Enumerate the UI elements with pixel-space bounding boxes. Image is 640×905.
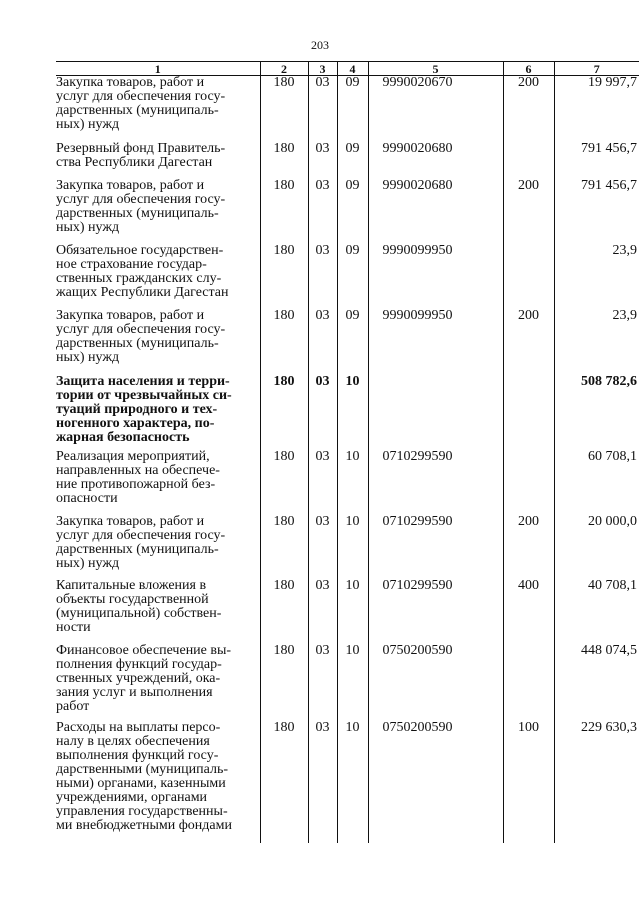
amount-value: 23,9 <box>554 309 639 375</box>
table-row <box>56 721 639 843</box>
amount-value: 791 456,7 <box>554 179 639 244</box>
section-code: 180 <box>260 179 308 244</box>
description-line: Расходы на выплаты персо- <box>56 719 221 735</box>
row-description <box>56 179 260 244</box>
target-article-code: 0750200590 <box>368 644 503 721</box>
target-article-code: 9990020680 <box>368 142 503 179</box>
row-description <box>56 644 260 721</box>
description-line: полнения функций государ- <box>56 656 222 672</box>
expense-type-code: 200 <box>503 515 554 579</box>
amount-value: 791 456,7 <box>554 142 639 179</box>
row-description <box>56 450 260 515</box>
description-line: жарная безопасность <box>56 429 190 445</box>
table-row <box>56 375 639 450</box>
row-description <box>56 244 260 309</box>
expense-type-code <box>503 450 554 515</box>
section-code: 180 <box>260 450 308 515</box>
description-line: ными) органами, казенными <box>56 775 226 791</box>
description-line: ние противопожарной без- <box>56 476 216 492</box>
row-description <box>56 76 260 142</box>
amount-value: 23,9 <box>554 244 639 309</box>
chapter-code: 03 <box>308 450 337 515</box>
column-header: 2 <box>260 62 308 76</box>
description-line: Обязательное государствен- <box>56 242 224 258</box>
chapter-code: 03 <box>308 644 337 721</box>
section-code: 180 <box>260 142 308 179</box>
row-description <box>56 515 260 579</box>
description-line: Закупка товаров, работ и <box>56 177 205 193</box>
row-description <box>56 721 260 843</box>
section-code: 180 <box>260 76 308 142</box>
row-description <box>56 579 260 644</box>
description-line: дарственных (муниципаль- <box>56 103 219 118</box>
description-line: ное страхование государ- <box>56 256 207 272</box>
target-article-code: 0710299590 <box>368 515 503 579</box>
description-line: ности <box>56 619 91 635</box>
table-row <box>56 142 639 179</box>
description-line: услуг для обеспечения госу- <box>56 89 226 104</box>
description-line: Капитальные вложения в <box>56 577 207 593</box>
chapter-code: 03 <box>308 721 337 843</box>
expense-type-code <box>503 644 554 721</box>
column-header: 5 <box>368 62 503 76</box>
table-row <box>56 644 639 721</box>
subsection-code: 10 <box>337 450 368 515</box>
expense-type-code: 200 <box>503 76 554 142</box>
column-header: 6 <box>503 62 554 76</box>
column-header: 3 <box>308 62 337 76</box>
description-line: Реализация мероприятий, <box>56 448 210 464</box>
section-code: 180 <box>260 375 308 450</box>
table-row <box>56 179 639 244</box>
amount-value: 40 708,1 <box>554 579 639 644</box>
amount-value: 229 630,3 <box>554 721 639 843</box>
description-line: дарственных (муниципаль- <box>56 335 219 351</box>
description-line: управления государственны- <box>56 803 228 819</box>
description-line: направленных на обеспече- <box>56 462 220 478</box>
subsection-code: 10 <box>337 721 368 843</box>
description-line: ственных гражданских слу- <box>56 270 222 286</box>
target-article-code: 9990020670 <box>368 76 503 142</box>
subsection-code: 10 <box>337 375 368 450</box>
description-line: объекты государственной <box>56 591 209 607</box>
subsection-code: 10 <box>337 515 368 579</box>
description-line: ных) нужд <box>56 117 120 132</box>
description-line: услуг для обеспечения госу- <box>56 191 226 207</box>
section-code: 180 <box>260 644 308 721</box>
subsection-code: 10 <box>337 644 368 721</box>
amount-value: 508 782,6 <box>554 375 639 450</box>
expense-type-code: 200 <box>503 179 554 244</box>
target-article-code: 0750200590 <box>368 721 503 843</box>
description-line: (муниципальной) собствен- <box>56 605 222 621</box>
description-line: Закупка товаров, работ и <box>56 513 205 529</box>
amount-value: 60 708,1 <box>554 450 639 515</box>
target-article-code: 0710299590 <box>368 450 503 515</box>
page-number: 203 <box>311 38 329 52</box>
description-line: жащих Республики Дагестан <box>56 284 229 300</box>
description-line: дарственных (муниципаль- <box>56 541 219 557</box>
description-line: Защита населения и терри- <box>56 373 230 389</box>
description-line: учреждениями, органами <box>56 789 208 805</box>
description-line: ных) нужд <box>56 349 120 365</box>
section-code: 180 <box>260 721 308 843</box>
description-line: опасности <box>56 490 118 506</box>
row-description <box>56 142 260 179</box>
target-article-code: 0710299590 <box>368 579 503 644</box>
table-body <box>56 76 639 843</box>
description-line: Резервный фонд Правитель- <box>56 140 226 156</box>
row-description <box>56 309 260 375</box>
column-header: 7 <box>554 62 639 76</box>
column-header: 1 <box>56 62 260 76</box>
amount-value: 20 000,0 <box>554 515 639 579</box>
expense-type-code: 400 <box>503 579 554 644</box>
description-line: услуг для обеспечения госу- <box>56 527 226 543</box>
subsection-code: 09 <box>337 76 368 142</box>
description-line: туаций природного и тех- <box>56 401 218 417</box>
description-line: тории от чрезвычайных си- <box>56 387 232 403</box>
description-line: Финансовое обеспечение вы- <box>56 642 232 658</box>
column-header: 4 <box>337 62 368 76</box>
description-line: ных) нужд <box>56 555 120 571</box>
target-article-code <box>368 375 503 450</box>
expense-type-code: 200 <box>503 309 554 375</box>
chapter-code: 03 <box>308 309 337 375</box>
chapter-code: 03 <box>308 244 337 309</box>
table-row <box>56 579 639 644</box>
subsection-code: 09 <box>337 244 368 309</box>
description-line: ногенного характера, по- <box>56 415 215 431</box>
subsection-code: 09 <box>337 142 368 179</box>
description-line: Закупка товаров, работ и <box>56 307 205 323</box>
section-code: 180 <box>260 244 308 309</box>
expense-type-code <box>503 375 554 450</box>
target-article-code: 9990020680 <box>368 179 503 244</box>
chapter-code: 03 <box>308 76 337 142</box>
expense-type-code: 100 <box>503 721 554 843</box>
chapter-code: 03 <box>308 579 337 644</box>
description-line: ных) нужд <box>56 219 120 235</box>
description-line: зания услуг и выполнения <box>56 684 213 700</box>
description-line: ми внебюджетными фондами <box>56 817 232 833</box>
amount-value: 19 997,7 <box>554 76 639 142</box>
description-line: дарственных (муниципаль- <box>56 205 219 221</box>
chapter-code: 03 <box>308 515 337 579</box>
table-row <box>56 244 639 309</box>
subsection-code: 09 <box>337 309 368 375</box>
row-description <box>56 375 260 450</box>
description-line: ства Республики Дагестан <box>56 154 213 170</box>
table-row <box>56 450 639 515</box>
target-article-code: 9990099950 <box>368 244 503 309</box>
section-code: 180 <box>260 579 308 644</box>
expense-type-code <box>503 142 554 179</box>
table-row <box>56 515 639 579</box>
table-row <box>56 309 639 375</box>
expense-type-code <box>503 244 554 309</box>
description-line: ственных учреждений, ока- <box>56 670 221 686</box>
description-line: работ <box>56 698 90 714</box>
budget-table <box>56 61 639 843</box>
target-article-code: 9990099950 <box>368 309 503 375</box>
section-code: 180 <box>260 309 308 375</box>
chapter-code: 03 <box>308 142 337 179</box>
header-row <box>56 62 639 76</box>
amount-value: 448 074,5 <box>554 644 639 721</box>
subsection-code: 10 <box>337 579 368 644</box>
chapter-code: 03 <box>308 179 337 244</box>
subsection-code: 09 <box>337 179 368 244</box>
description-line: услуг для обеспечения госу- <box>56 321 226 337</box>
chapter-code: 03 <box>308 375 337 450</box>
description-line: налу в целях обеспечения <box>56 733 210 749</box>
description-line: выполнения функций госу- <box>56 747 219 763</box>
description-line: дарственными (муниципаль- <box>56 761 229 777</box>
section-code: 180 <box>260 515 308 579</box>
table-row <box>56 76 639 142</box>
description-line: Закупка товаров, работ и <box>56 75 205 90</box>
